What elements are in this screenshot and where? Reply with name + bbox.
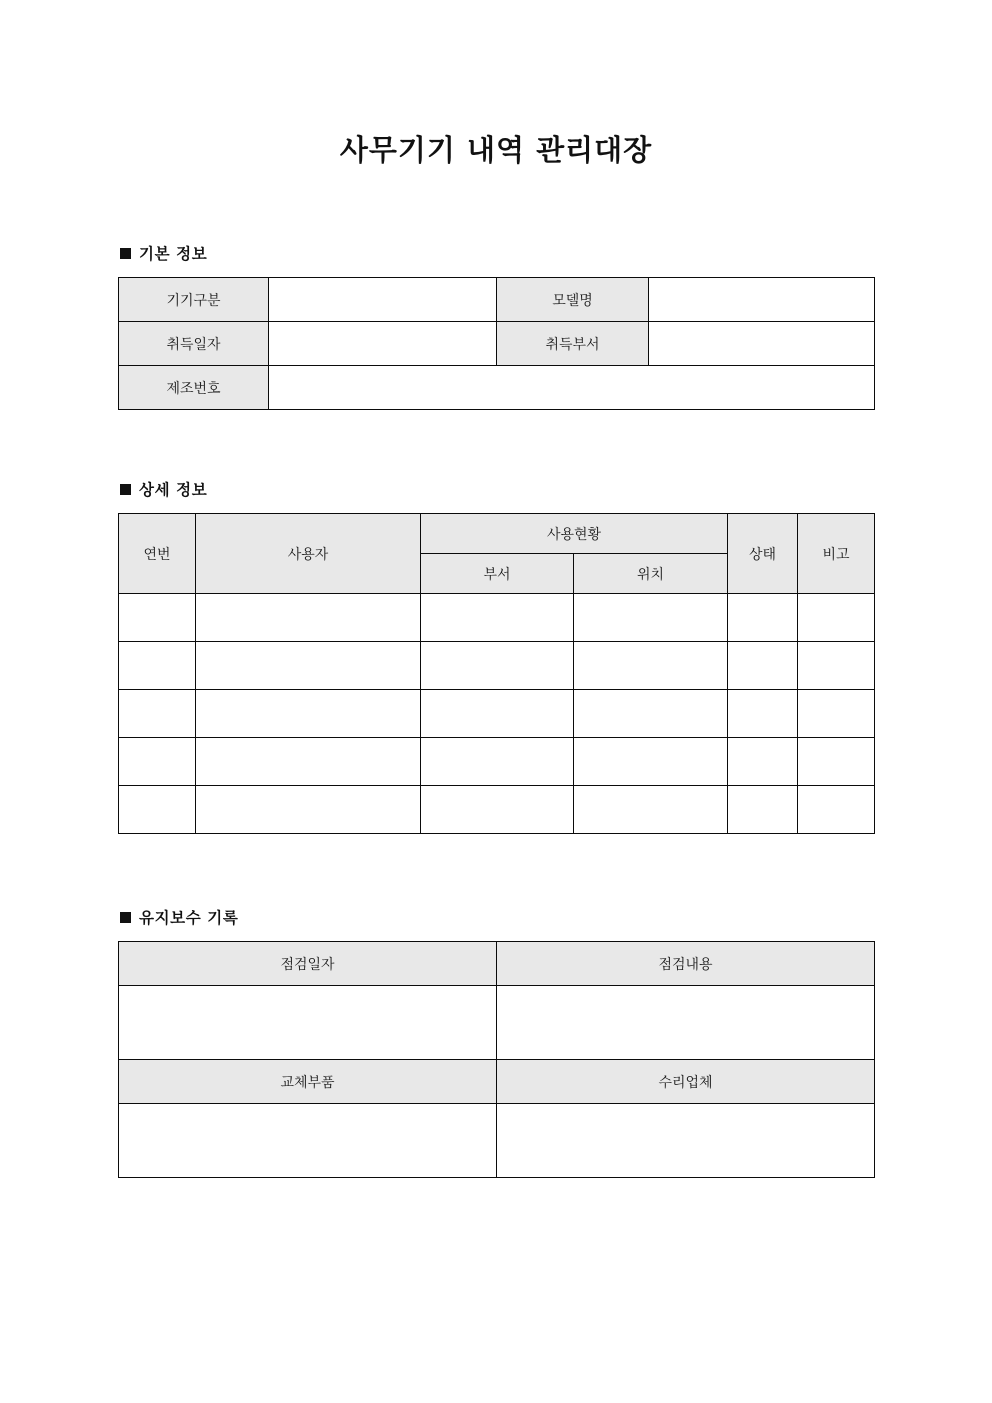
maintenance-record-table [118,941,875,1178]
detail-info-table [118,513,875,834]
cell-location[interactable] [574,786,728,834]
cell-department[interactable] [421,642,574,690]
column-header-state: 상태 [728,514,798,594]
cell-note[interactable] [798,738,875,786]
cell-inspection-date[interactable] [119,986,497,1060]
cell-department[interactable] [421,786,574,834]
column-header-usage-status: 사용현황 [421,514,728,554]
cell-user[interactable] [196,690,421,738]
table-row [119,738,875,786]
cell-location[interactable] [574,594,728,642]
cell-seq[interactable] [119,786,196,834]
label-model-name: 모델명 [497,278,649,322]
cell-department[interactable] [421,690,574,738]
cell-note[interactable] [798,690,875,738]
table-header-row [119,1060,875,1104]
label-serial-number: 제조번호 [119,366,269,410]
column-header-department: 부서 [421,554,574,594]
section-basic-info [118,242,874,410]
cell-note[interactable] [798,786,875,834]
cell-state[interactable] [728,690,798,738]
section-heading-label: 상세 정보 [139,481,208,500]
cell-repair-vendor[interactable] [497,1104,875,1178]
table-row [119,366,875,410]
column-header-user: 사용자 [196,514,421,594]
cell-state[interactable] [728,786,798,834]
table-row [119,986,875,1060]
column-header-replaced-parts: 교체부품 [119,1060,497,1104]
section-heading-label: 유지보수 기록 [139,909,239,928]
table-row [119,1104,875,1178]
cell-state[interactable] [728,738,798,786]
table-row [119,594,875,642]
section-heading-detail-info [120,478,874,500]
cell-inspection-content[interactable] [497,986,875,1060]
cell-seq[interactable] [119,642,196,690]
section-detail-info [118,478,874,834]
table-header-row [119,942,875,986]
cell-department[interactable] [421,594,574,642]
filled-square-icon [120,912,131,923]
table-header-row [119,514,875,554]
column-header-location: 위치 [574,554,728,594]
filled-square-icon [120,484,131,495]
section-heading-basic-info [120,242,874,264]
cell-seq[interactable] [119,690,196,738]
table-row [119,642,875,690]
cell-department[interactable] [421,738,574,786]
cell-note[interactable] [798,642,875,690]
label-acquisition-date: 취득일자 [119,322,269,366]
cell-state[interactable] [728,594,798,642]
value-serial-number[interactable] [269,366,875,410]
table-row [119,322,875,366]
section-heading-label: 기본 정보 [139,245,208,264]
cell-location[interactable] [574,642,728,690]
label-device-type: 기기구분 [119,278,269,322]
column-header-seq: 연번 [119,514,196,594]
cell-seq[interactable] [119,594,196,642]
cell-user[interactable] [196,594,421,642]
section-maintenance-record [118,906,874,1178]
column-header-inspection-date: 점검일자 [119,942,497,986]
value-device-type[interactable] [269,278,497,322]
cell-user[interactable] [196,642,421,690]
value-model-name[interactable] [649,278,875,322]
filled-square-icon [120,248,131,259]
column-header-inspection-content: 점검내용 [497,942,875,986]
table-row [119,786,875,834]
cell-location[interactable] [574,738,728,786]
column-header-repair-vendor: 수리업체 [497,1060,875,1104]
value-acquisition-department[interactable] [649,322,875,366]
table-row [119,690,875,738]
basic-info-table [118,277,875,410]
cell-state[interactable] [728,642,798,690]
label-acquisition-department: 취득부서 [497,322,649,366]
column-header-note: 비고 [798,514,875,594]
value-acquisition-date[interactable] [269,322,497,366]
table-row [119,278,875,322]
cell-user[interactable] [196,738,421,786]
cell-user[interactable] [196,786,421,834]
cell-note[interactable] [798,594,875,642]
page-title: 사무기기 내역 관리대장 [339,133,653,167]
section-heading-maintenance [120,906,874,928]
cell-seq[interactable] [119,738,196,786]
cell-replaced-parts[interactable] [119,1104,497,1178]
cell-location[interactable] [574,690,728,738]
